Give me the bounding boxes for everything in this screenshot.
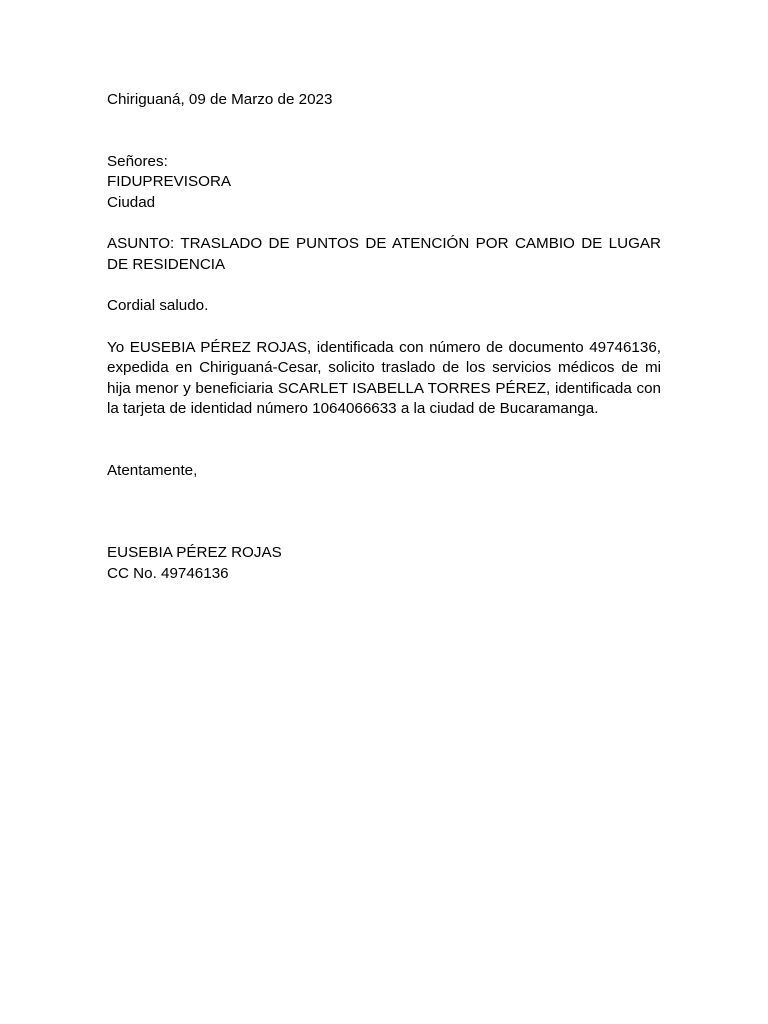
recipient-block <box>107 152 661 214</box>
signature-name: EUSEBIA PÉREZ ROJAS <box>107 544 282 561</box>
subject-line: ASUNTO: TRASLADO DE PUNTOS DE ATENCIÓN POR CAMBIO DE LUGAR DE RESIDENCIA <box>107 235 661 273</box>
signature-id: CC No. 49746136 <box>107 564 229 582</box>
spacer <box>107 481 661 543</box>
greeting: Cordial saludo. <box>107 297 209 314</box>
signature-block <box>107 543 661 584</box>
body-paragraph: Yo EUSEBIA PÉREZ ROJAS, identificada con número de documento 49746136, expedida en Chiriguaná-Cesar, solicito traslado de los servicios médicos de mi hija menor y beneficiaria SCARLET ISABELLA TORRES PÉREZ, identificada con la tarjeta de identidad número 1064066633 a la ciudad de Bucaramanga. <box>107 338 661 417</box>
spacer <box>107 213 661 234</box>
spacer <box>107 275 661 296</box>
letter-body <box>107 90 661 584</box>
spacer <box>107 111 661 152</box>
recipient-organization: FIDUPREVISORA <box>107 173 232 190</box>
spacer <box>107 317 661 338</box>
closing: Atentamente, <box>107 461 198 479</box>
date-line: Chiriguaná, 09 de Marzo de 2023 <box>107 91 333 108</box>
recipient-salutation: Señores: <box>107 152 168 170</box>
recipient-city: Ciudad <box>107 193 156 211</box>
spacer <box>107 420 661 461</box>
